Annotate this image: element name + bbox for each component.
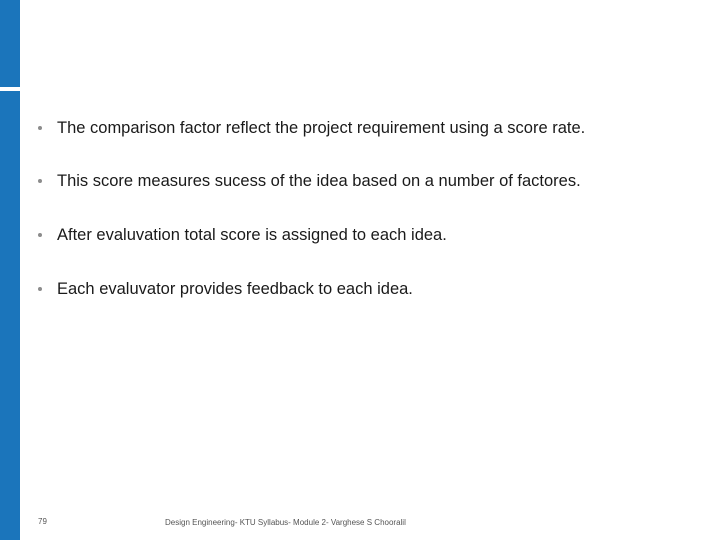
bullet-dot-icon bbox=[38, 126, 42, 130]
bullet-dot-icon bbox=[38, 287, 42, 291]
footer-text: Design Engineering- KTU Syllabus- Module 2- Varghese S Chooralil bbox=[165, 518, 406, 527]
bullet-text: This score measures sucess of the idea based on a number of factores. bbox=[57, 171, 581, 190]
bullet-item bbox=[38, 277, 413, 301]
bullet-item bbox=[38, 223, 447, 247]
bullet-text: Each evaluvator provides feedback to each idea. bbox=[57, 279, 413, 298]
bullet-item bbox=[38, 116, 585, 140]
bullet-dot-icon bbox=[38, 179, 42, 183]
bullet-text: After evaluvation total score is assigned to each idea. bbox=[57, 225, 447, 244]
bullet-item bbox=[38, 169, 581, 193]
bullet-text: The comparison factor reflect the project requirement using a score rate. bbox=[57, 118, 586, 137]
page-number: 79 bbox=[38, 517, 47, 526]
bullet-dot-icon bbox=[38, 233, 42, 237]
